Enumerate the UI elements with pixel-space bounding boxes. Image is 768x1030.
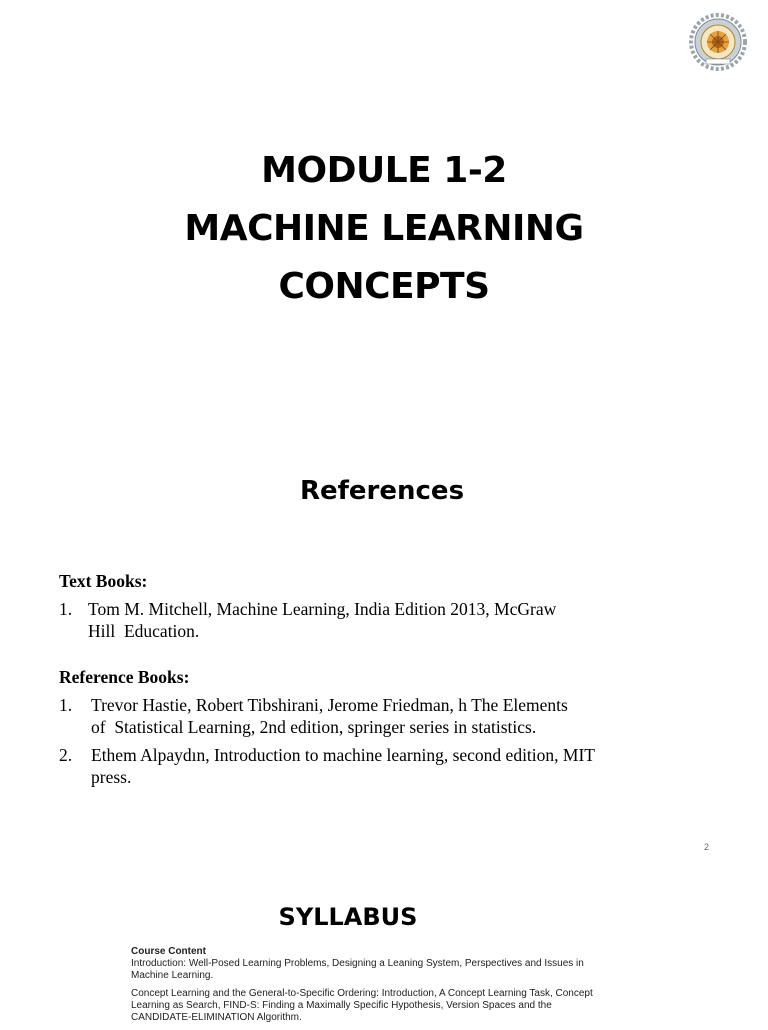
institute-logo [688, 12, 748, 72]
module-title-line-3: CONCEPTS [278, 266, 490, 307]
module-title-line-2: MACHINE LEARNING [184, 208, 584, 249]
gear-emblem-icon [688, 12, 748, 72]
syllabus-heading: SYLLABUS [278, 903, 418, 931]
reference-book-item-2-line-2: press. [91, 767, 132, 787]
reference-book-item-1-line-2: of Statistical Learning, 2nd edition, springer series in statistics. [91, 717, 537, 737]
course-paragraph-2-line-3: CANDIDATE-ELIMINATION Algorithm. [131, 1012, 302, 1023]
course-content-label: Course Content [131, 946, 206, 957]
course-paragraph-1-line-1: Introduction: Well-Posed Learning Problems, Designing a Leaning System, Perspectives and Issues in [131, 958, 584, 969]
course-paragraph-2 [131, 988, 621, 1024]
references-heading: References [299, 476, 465, 506]
reference-book-item-2-line-1: Ethem Alpaydın, Introduction to machine learning, second edition, MIT [91, 745, 595, 765]
text-books-label: Text Books: [59, 571, 148, 591]
course-paragraph-2-line-2: Learning as Search, FIND-S: Finding a Maximally Specific Hypothesis, Version Spaces and the [131, 1000, 552, 1011]
course-paragraph-2-line-1: Concept Learning and the General-to-Specific Ordering: Introduction, A Concept Learning Task, Concept [131, 988, 593, 999]
course-content [131, 946, 621, 1030]
course-paragraph-1-line-2: Machine Learning. [131, 970, 214, 981]
reference-book-item-2-number: 2. [59, 745, 73, 765]
page-number: 2 [704, 842, 710, 852]
text-book-item-1-line-1: Tom M. Mitchell, Machine Learning, India Edition 2013, McGraw [88, 599, 557, 619]
course-paragraph-1 [131, 958, 621, 982]
text-book-item-1-line-2: Hill Education. [88, 621, 200, 641]
reference-book-item-1-line-1: Trevor Hastie, Robert Tibshirani, Jerome Friedman, h The Elements [91, 695, 568, 715]
module-title-line-1: MODULE 1-2 [261, 150, 507, 191]
reference-book-item-1-number: 1. [59, 695, 73, 715]
reference-books-label: Reference Books: [59, 667, 190, 687]
text-book-item-1-number: 1. [59, 599, 73, 619]
module-title [0, 142, 768, 316]
